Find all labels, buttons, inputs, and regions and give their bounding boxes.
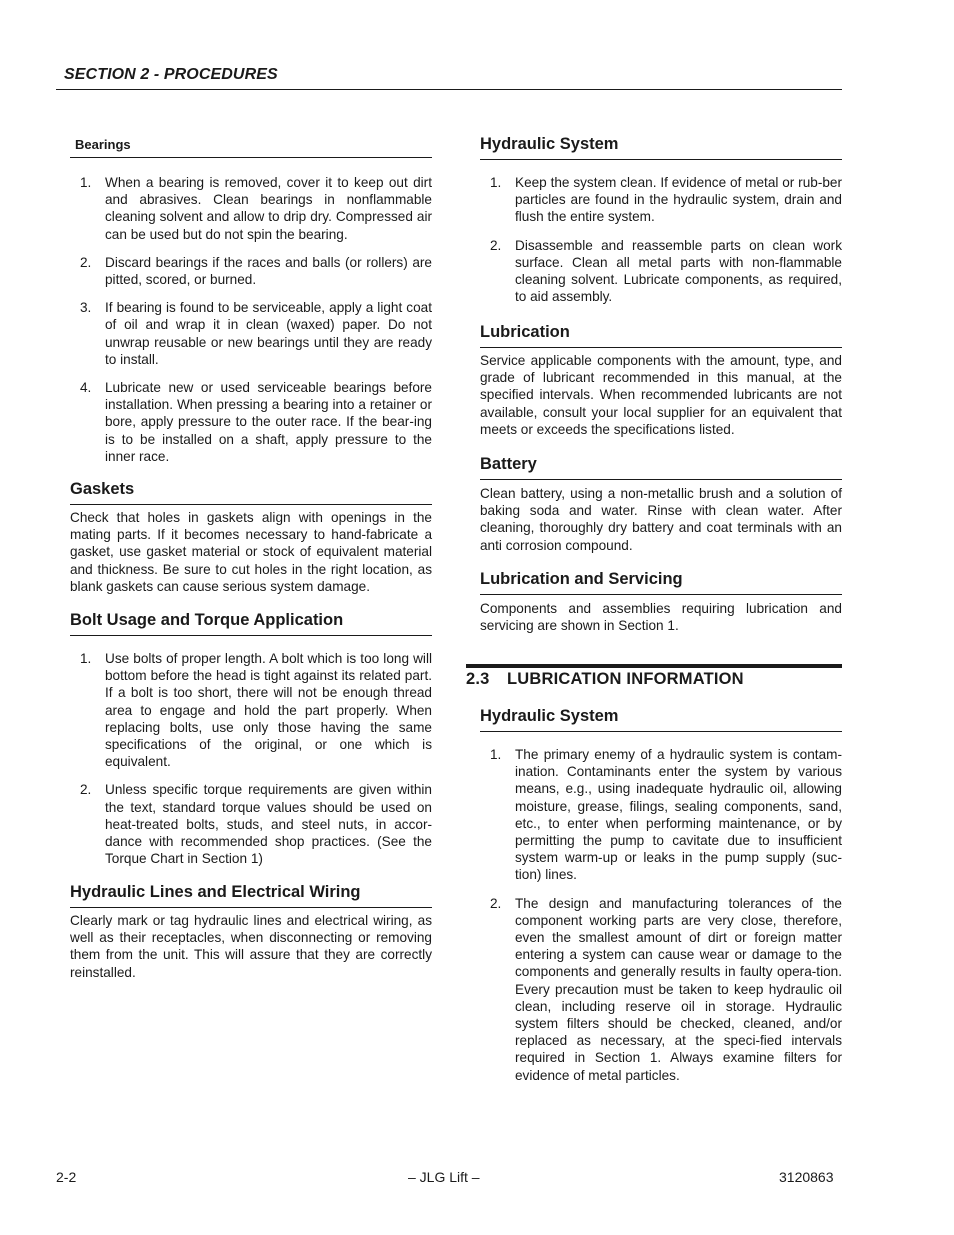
gaskets-text: Check that holes in gaskets align with openings in the mating parts. If it becomes necessary to hand-fabricate a gasket, use gasket material or stock of equivalent material and thickness. Be sure to cut holes in the right location, as blank gaskets can cause serious system damage. — [70, 510, 432, 594]
section-2-3-title: LUBRICATION INFORMATION — [507, 670, 744, 688]
list-item: 2. Disassemble and reassemble parts on clean work surface. Clean all metal parts with non-flammable cleaning solvent. Lubricate components, as required, to aid assembly. — [490, 237, 842, 305]
heading-bearings: Bearings — [70, 137, 432, 158]
hydraulic-system-2-list — [480, 746, 842, 1095]
list-item: 1. When a bearing is removed, cover it to keep out dirt and abrasives. Clean bearings in nonflammable cleaning solvent and allow to drip dry. Compressed air can be used but do not spin the bearing. — [80, 175, 432, 242]
list-item: 1. Use bolts of proper length. A bolt which is too long will bottom before the head is tight against its related part. If a bolt is too short, there will not be enough thread area to engage and hold the part properly. When replacing bolts, use only those having the same specifications of the original, or one which is equivalent. — [80, 651, 432, 770]
lubrication-text: Service applicable components with the amount, type, and grade of lubricant recommended in this manual, at the specified intervals. When recommended lubricants are not available, consult your local supplier for an equivalent that meets or exceeds the specifications listed. — [480, 353, 842, 437]
footer-brand: – JLG Lift – — [408, 1169, 480, 1185]
heading-lubrication: Lubrication — [480, 323, 842, 348]
battery-text: Clean battery, using a non-metallic brush and a solution of baking soda and water. Rinse with clean water. After cleaning, thoroughly dry battery and coat terminals with an anti corrosion compound. — [480, 486, 842, 553]
list-item: 3. If bearing is found to be serviceable, apply a light coat of oil and wrap it in clean (waxed) paper. Do not unwrap reusable or new bearings until they are ready to install. — [80, 300, 432, 367]
page-number: 2-2 — [56, 1169, 77, 1185]
document-number: 3120863 — [779, 1169, 834, 1185]
section-number: 2.3 — [466, 670, 490, 688]
lubrication-servicing-text: Components and assemblies requiring lubrication and servicing are shown in Section 1. — [480, 601, 842, 634]
heading-hydraulic-system-2: Hydraulic System — [480, 707, 842, 732]
heading-battery: Battery — [480, 455, 842, 480]
heading-lubrication-servicing: Lubrication and Servicing — [480, 570, 842, 595]
section-divider — [466, 664, 842, 668]
list-item: 1. Keep the system clean. If evidence of metal or rub-ber particles are found in the hydraulic system, drain and flush the entire system. — [490, 175, 842, 225]
list-item: 2. Discard bearings if the races and balls (or rollers) are pitted, scored, or burned. — [80, 254, 432, 288]
heading-bolt-usage: Bolt Usage and Torque Application — [70, 611, 432, 636]
bearings-list — [70, 174, 432, 476]
section-2-3-heading — [466, 670, 744, 689]
section-header — [56, 63, 842, 90]
hydraulic-lines-text: Clearly mark or tag hydraulic lines and electrical wiring, as well as their receptacles, when disconnecting or removing them from the unit. This will assure that they are correctly reinstalled. — [70, 913, 432, 980]
heading-hydraulic-system: Hydraulic System — [480, 135, 842, 160]
heading-hydraulic-lines: Hydraulic Lines and Electrical Wiring — [70, 883, 432, 908]
list-item: 2. The design and manufacturing tolerances of the component working parts are very close, therefore, even the smallest amount of dirt or foreign matter entering a system can cause wear or damage to the components and generally results in faulty opera-tion. Every precaution must be taken to keep hydraulic oil clean, including reserve oil in storage. Hydraulic system filters should be checked, cleaned, and/or replaced as necessary, at the speci-fied intervals required in Section 1. Always examine filters for evidence of metal particles. — [490, 895, 842, 1083]
list-item: 1. The primary enemy of a hydraulic system is contam-ination. Contaminants enter the system by various means, e.g., using inadequate hydraulic oil, allowing moisture, grease, filings, sealing components, sand, etc., to enter when performing maintenance, or by permitting the pump to cavitate due to insufficient system warm-up or leaks in the pump supply (suc-tion) lines. — [490, 747, 842, 883]
hydraulic-system-list — [480, 174, 842, 316]
bolt-usage-list — [70, 650, 432, 878]
section-title: SECTION 2 - PROCEDURES — [64, 66, 278, 83]
list-item: 2. Unless specific torque requirements are given within the text, standard torque values should be used on heat-treated bolts, studs, and steel nuts, in accor-dance with recommended shop practices. (See the Torque Chart in Section 1) — [80, 782, 432, 867]
list-item: 4. Lubricate new or used serviceable bearings before installation. When pressing a bearing into a retainer or bore, apply pressure to the outer race. If the bear-ing is to be installed on a shaft, apply pressure to the inner race. — [80, 380, 432, 464]
heading-gaskets: Gaskets — [70, 480, 432, 505]
